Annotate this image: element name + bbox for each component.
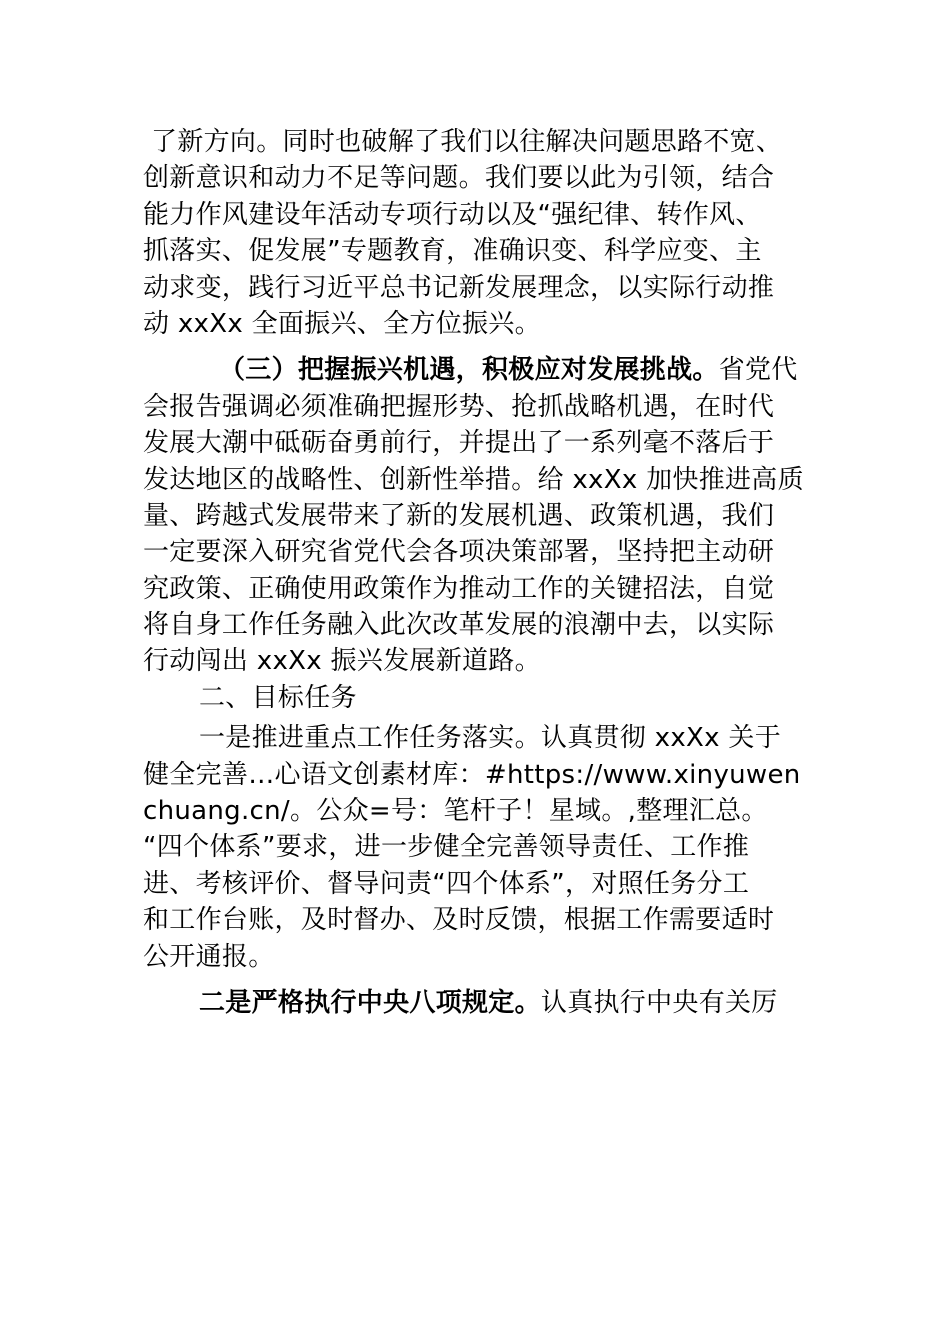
text-line: 会报告强调必须准确把握形势、抢抓战略机遇，在时代 [143,391,775,422]
paragraph-item-two [143,985,807,1021]
paragraph-item-one [143,720,807,975]
text-line: 行动闯出 xxXx 振兴发展新道路。 [143,646,541,677]
text-line: “四个体系”要求，进一步健全完善领导责任、工作推 [143,832,750,863]
text-line: 动 xxXx 全面振兴、全方位振兴。 [143,308,541,339]
text-fragment: 省党代 [718,355,798,386]
paragraph-intro [143,124,807,342]
section-heading-line [143,352,807,388]
text-line: 健全完善…心语文创素材库：#https://www.xinyuwen [143,759,801,790]
text-line: 能力作风建设年活动专项行动以及“强纪律、转作风、 [143,199,762,230]
text-line: 一是推进重点工作任务落实。认真贯彻 xxXx 关于 [199,723,782,754]
text-line: 发达地区的战略性、创新性举措。给 xxXx 加快推进高质 [143,464,804,495]
paragraph-section-three [143,352,807,680]
text-line: chuang.cn/。公众=号：笔杆子！星域。,整理汇总。 [143,796,768,827]
text-line: 动求变，践行习近平总书记新发展理念，以实际行动推 [143,272,775,303]
item-two-line [143,985,807,1021]
section-heading: （三）把握振兴机遇，积极应对发展挑战。 [219,355,719,386]
section-title: 二、目标任务 [199,682,357,713]
text-fragment: 认真执行中央有关厉 [540,987,778,1018]
text-line: 发展大潮中砥砺奋勇前行，并提出了一系列毫不落后于 [143,428,775,459]
text-line: 将自身工作任务融入此次改革发展的浪潮中去，以实际 [143,610,775,641]
section-two-title-block [143,680,807,716]
document-body [143,124,807,1021]
text-line: 和工作台账，及时督办、及时反馈，根据工作需要适时 [143,905,775,936]
text-line: 创新意识和动力不足等问题。我们要以此为引领，结合 [143,163,775,194]
text-line: 公开通报。 [143,941,275,972]
text-line: 量、跨越式发展带来了新的发展机遇、政策机遇，我们 [143,500,775,531]
text-line: 抓落实、促发展”专题教育，准确识变、科学应变、主 [143,236,762,267]
text-line: 究政策、正确使用政策作为推动工作的关键招法，自觉 [143,573,775,604]
text-line: 一定要深入研究省党代会各项决策部署，坚持把主动研 [143,537,775,568]
text-line: 了新方向。同时也破解了我们以往解决问题思路不宽、 [151,127,783,157]
text-line: 进、考核评价、督导问责“四个体系”，对照任务分工 [143,868,750,899]
item-heading: 二是严格执行中央八项规定。 [199,987,541,1018]
